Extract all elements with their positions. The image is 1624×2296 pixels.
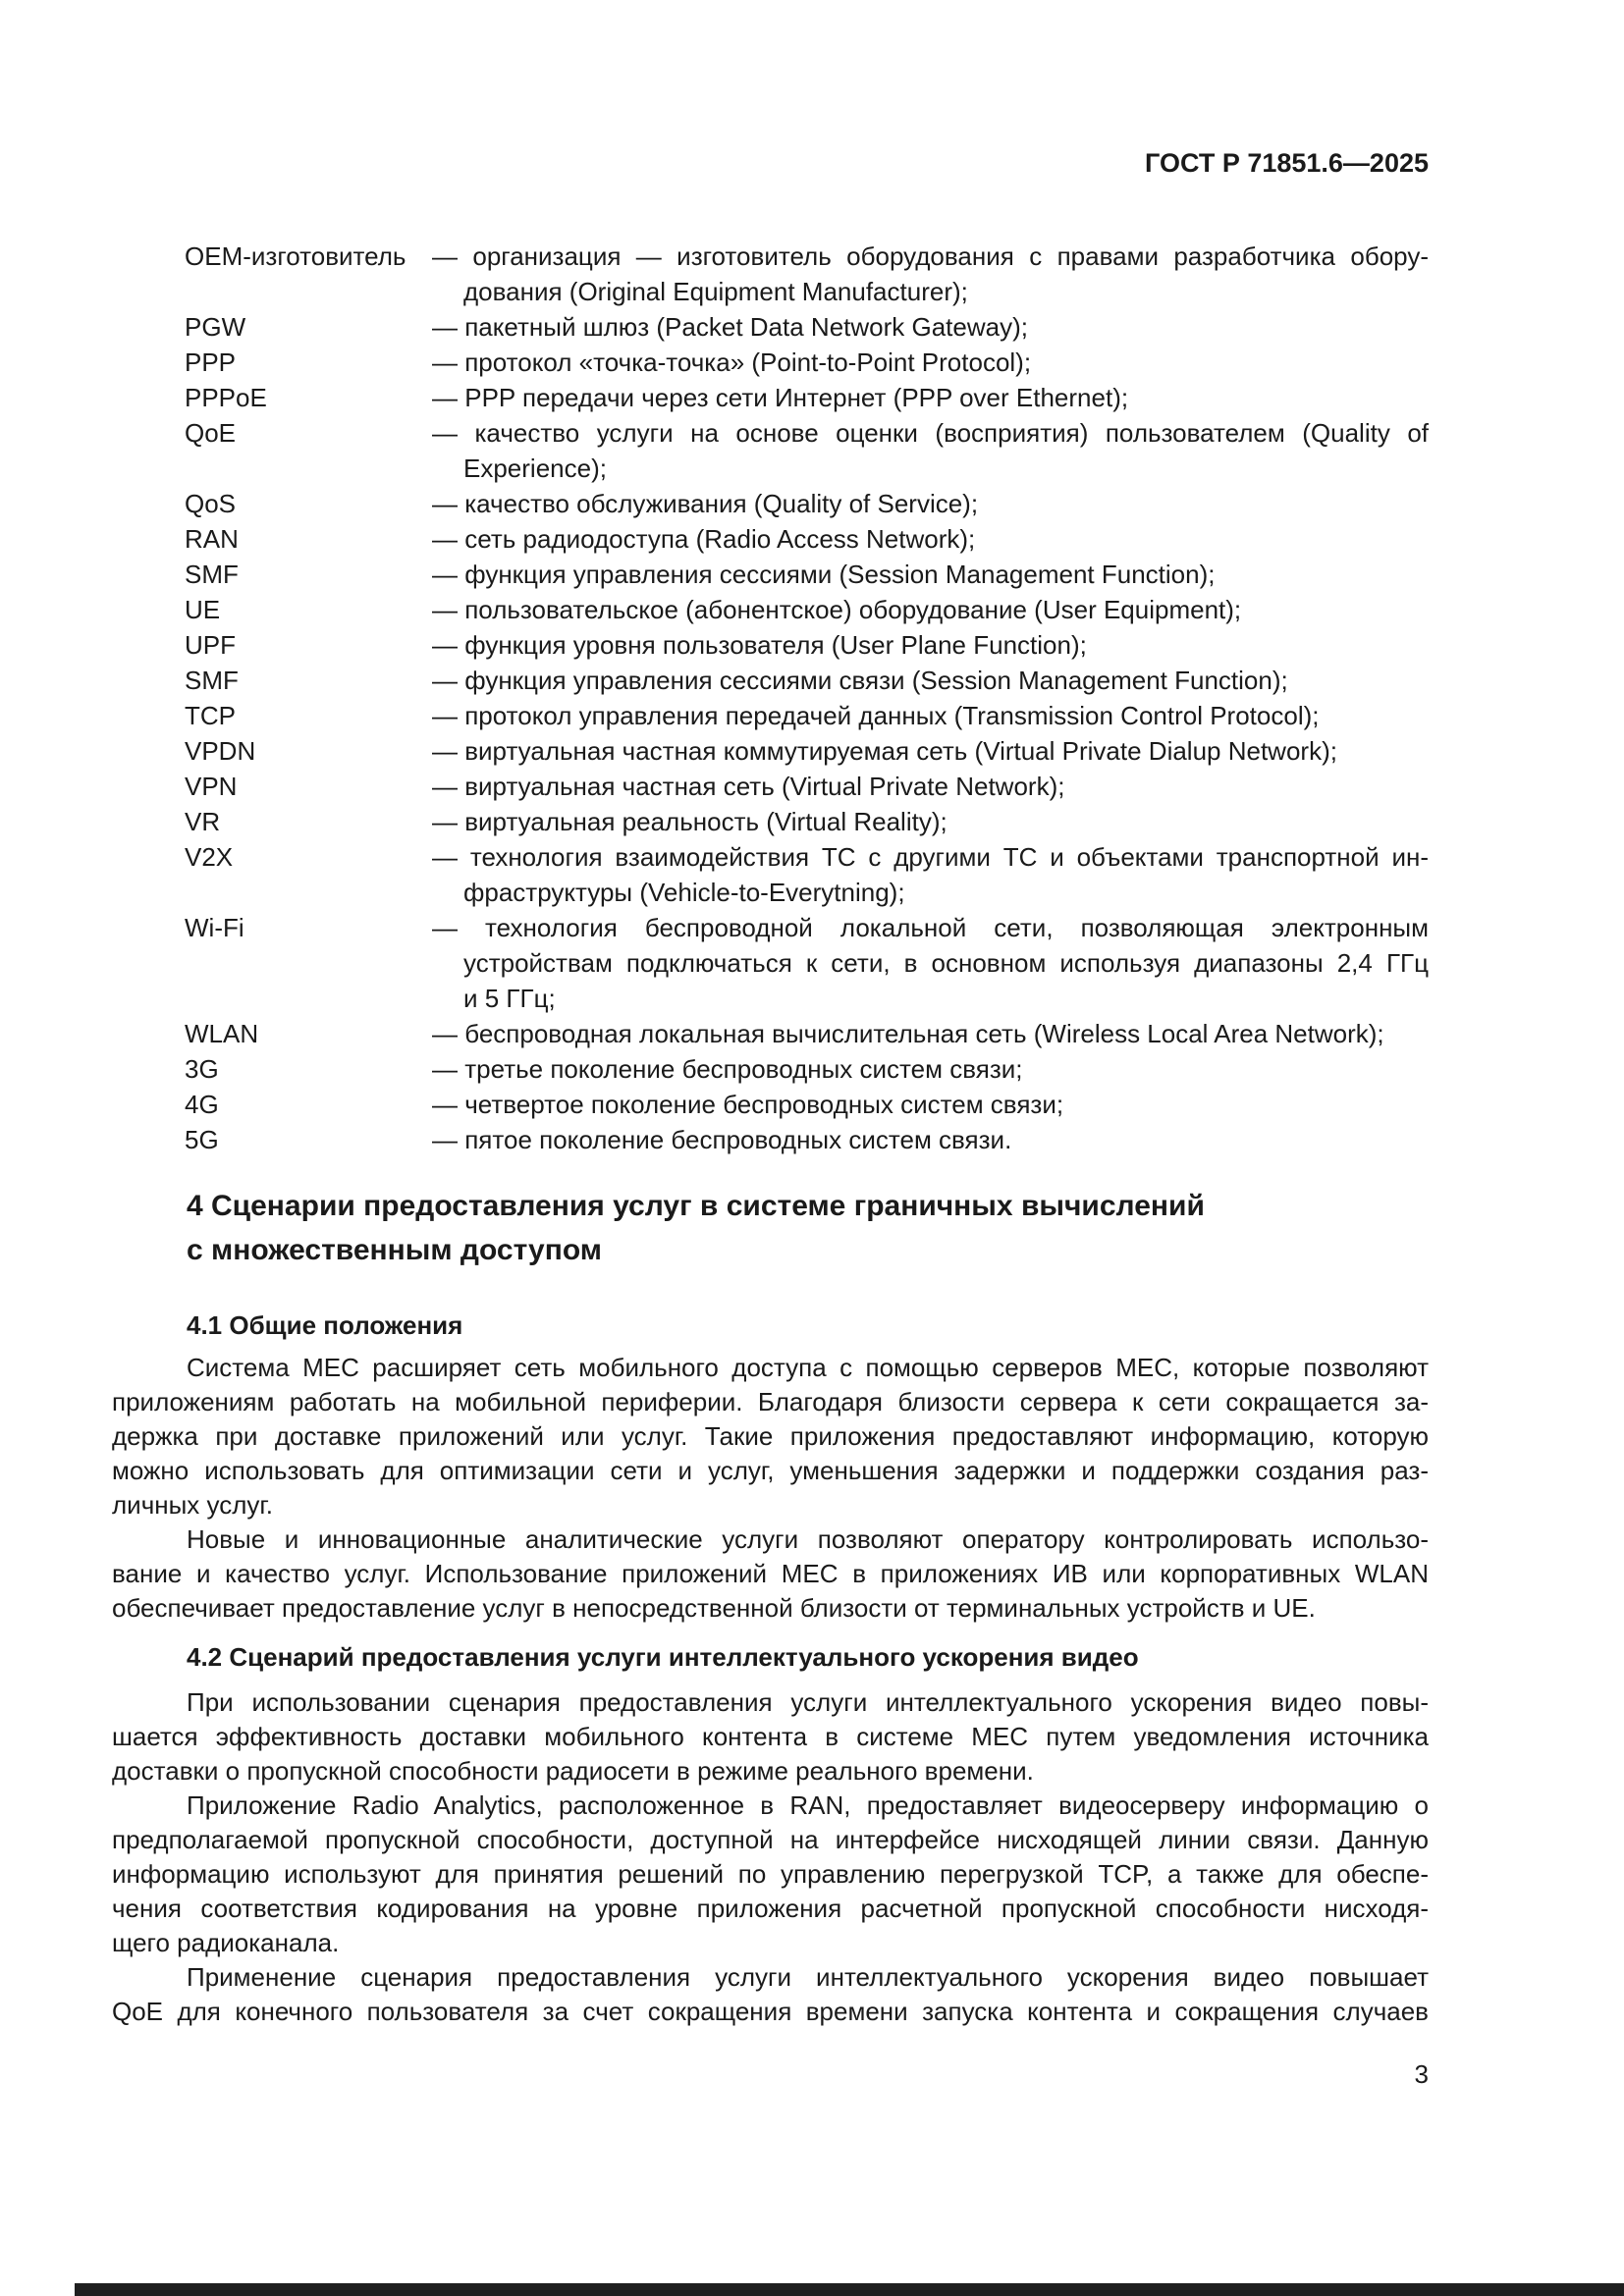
abbreviation-term: PPPoE bbox=[185, 383, 267, 412]
abbreviation-definition-line: — функция уровня пользователя (User Plane Function); bbox=[432, 630, 1087, 660]
abbreviation-definition-line: — функция управления сессиями связи (Session Management Function); bbox=[432, 666, 1288, 695]
abbreviation-definition-line: — протокол «точка-точка» (Point-to-Point Protocol); bbox=[432, 347, 1032, 377]
abbreviation-term: SMF bbox=[185, 560, 239, 589]
abbreviations-list bbox=[185, 239, 1429, 1157]
abbreviation-definition-line: — пятое поколение беспроводных систем связи. bbox=[432, 1125, 1012, 1154]
abbreviation-row bbox=[185, 1051, 1429, 1087]
section-4-heading-line-2: с множественным доступом bbox=[187, 1234, 602, 1266]
abbreviation-definition bbox=[432, 1122, 1429, 1157]
abbreviation-definition bbox=[432, 804, 1429, 839]
abbreviation-row bbox=[185, 557, 1429, 592]
abbreviation-term: 3G bbox=[185, 1054, 219, 1084]
paragraph-line: личных услуг. bbox=[112, 1490, 273, 1520]
paragraph-line: шается эффективность доставки мобильного контента в системе MEC путем уведомления источника bbox=[112, 1722, 1429, 1751]
scan-artifact-bar bbox=[75, 2283, 1624, 2296]
paragraph-line: обеспечивает предоставление услуг в непосредственной близости от терминальных устройств и UE. bbox=[112, 1593, 1316, 1623]
abbreviation-definition-line: дования (Original Equipment Manufacturer); bbox=[463, 277, 968, 306]
paragraph-line: Система MEC расширяет сеть мобильного доступа с помощью серверов MEC, которые позволяют bbox=[187, 1353, 1429, 1382]
abbreviation-definition bbox=[432, 345, 1429, 380]
abbreviation-definition-line: — качество услуги на основе оценки (восприятия) пользователем (Quality of bbox=[432, 418, 1429, 448]
paragraph-line: Применение сценария предоставления услуги интеллектуального ускорения видео повышает bbox=[187, 1962, 1429, 1992]
paragraph-line: предполагаемой пропускной способности, доступной на интерфейсе нисходящей линии связи. Данную bbox=[112, 1825, 1429, 1854]
abbreviation-term: TCP bbox=[185, 701, 236, 730]
abbreviation-term: UPF bbox=[185, 630, 236, 660]
abbreviation-definition-line: — третье поколение беспроводных систем связи; bbox=[432, 1054, 1023, 1084]
abbreviation-term: Wi-Fi bbox=[185, 913, 244, 942]
abbreviation-term: ОЕМ-изготовитель bbox=[185, 241, 406, 271]
section-4-2-heading: 4.2 Сценарий предоставления услуги интеллектуального ускорения видео bbox=[187, 1642, 1139, 1672]
abbreviation-definition-line: Experience); bbox=[463, 454, 607, 483]
abbreviation-term: 4G bbox=[185, 1090, 219, 1119]
abbreviation-definition bbox=[432, 592, 1429, 627]
abbreviation-definition-line: фраструктуры (Vehicle-to-Everytning); bbox=[463, 878, 905, 907]
abbreviation-definition bbox=[432, 415, 1429, 486]
abbreviation-definition bbox=[432, 557, 1429, 592]
paragraph-line: доставки о пропускной способности радиосети в режиме реального времени. bbox=[112, 1756, 1034, 1786]
abbreviation-definition-line: и 5 ГГц; bbox=[463, 984, 556, 1013]
abbreviation-row bbox=[185, 733, 1429, 769]
abbreviation-definition-line: — организация — изготовитель оборудования с правами разработчика обору- bbox=[432, 241, 1429, 271]
abbreviation-definition bbox=[432, 1016, 1429, 1051]
abbreviation-row bbox=[185, 910, 1429, 1016]
paragraph-line: Новые и инновационные аналитические услуги позволяют оператору контролировать использо- bbox=[187, 1524, 1429, 1554]
abbreviation-definition bbox=[432, 698, 1429, 733]
section-4-1-heading: 4.1 Общие положения bbox=[187, 1310, 463, 1340]
section-4-heading-line-1: 4 Сценарии предоставления услуг в системе граничных вычислений bbox=[187, 1190, 1205, 1222]
abbreviation-definition bbox=[432, 733, 1429, 769]
abbreviation-definition bbox=[432, 521, 1429, 557]
abbreviation-term: PPP bbox=[185, 347, 237, 377]
abbreviation-definition-line: — виртуальная частная сеть (Virtual Private Network); bbox=[432, 772, 1065, 801]
abbreviation-definition-line: — протокол управления передачей данных (Transmission Control Protocol); bbox=[432, 701, 1320, 730]
abbreviation-row bbox=[185, 239, 1429, 309]
abbreviation-row bbox=[185, 380, 1429, 415]
abbreviation-row bbox=[185, 1016, 1429, 1051]
abbreviation-definition-line: — виртуальная частная коммутируемая сеть (Virtual Private Dialup Network); bbox=[432, 736, 1337, 766]
abbreviation-definition bbox=[432, 769, 1429, 804]
abbreviation-row bbox=[185, 1087, 1429, 1122]
abbreviation-row bbox=[185, 309, 1429, 345]
abbreviation-definition bbox=[432, 309, 1429, 345]
paragraph-line: информацию используют для принятия решений по управлению перегрузкой TCP, а также для обеспе- bbox=[112, 1859, 1429, 1889]
abbreviation-definition bbox=[432, 910, 1429, 1016]
paragraph-line: щего радиоканала. bbox=[112, 1928, 340, 1957]
abbreviation-row bbox=[185, 663, 1429, 698]
abbreviation-row bbox=[185, 521, 1429, 557]
paragraph-line: Приложение Radio Analytics, расположенное в RAN, предоставляет видеосерверу информацию о bbox=[187, 1790, 1429, 1820]
abbreviation-term: WLAN bbox=[185, 1019, 259, 1048]
abbreviation-row bbox=[185, 698, 1429, 733]
abbreviation-definition bbox=[432, 627, 1429, 663]
paragraph bbox=[112, 1351, 1429, 1522]
abbreviation-term: RAN bbox=[185, 524, 239, 554]
section-4-1-paragraphs bbox=[112, 1351, 1429, 1626]
section-4-heading bbox=[187, 1184, 1467, 1272]
abbreviation-row bbox=[185, 769, 1429, 804]
abbreviation-definition-line: — четвертое поколение беспроводных систем связи; bbox=[432, 1090, 1064, 1119]
paragraph bbox=[112, 1789, 1429, 1960]
abbreviation-term: PGW bbox=[185, 312, 246, 342]
paragraph-line: чения соответствия кодирования на уровне приложения расчетной пропускной способности нисходя- bbox=[112, 1894, 1429, 1923]
paragraph bbox=[112, 1685, 1429, 1789]
paragraph-line: При использовании сценария предоставления услуги интеллектуального ускорения видео повы- bbox=[187, 1687, 1429, 1717]
abbreviation-term: V2X bbox=[185, 842, 234, 872]
abbreviation-definition bbox=[432, 239, 1429, 309]
abbreviation-term: VPN bbox=[185, 772, 238, 801]
abbreviation-definition bbox=[432, 486, 1429, 521]
paragraph bbox=[112, 1960, 1429, 2029]
abbreviation-row bbox=[185, 345, 1429, 380]
abbreviation-definition bbox=[432, 663, 1429, 698]
abbreviation-definition-line: — качество обслуживания (Quality of Service); bbox=[432, 489, 979, 518]
abbreviation-definition-line: — сеть радиодоступа (Radio Access Network); bbox=[432, 524, 976, 554]
abbreviation-row bbox=[185, 1122, 1429, 1157]
abbreviation-definition-line: — беспроводная локальная вычислительная сеть (Wireless Local Area Network); bbox=[432, 1019, 1384, 1048]
abbreviation-definition-line: — пакетный шлюз (Packet Data Network Gateway); bbox=[432, 312, 1028, 342]
paragraph-line: QoE для конечного пользователя за счет сокращения времени запуска контента и сокращения случаев bbox=[112, 1997, 1429, 2026]
abbreviation-definition-line: — функция управления сессиями (Session Management Function); bbox=[432, 560, 1216, 589]
abbreviation-term: VPDN bbox=[185, 736, 256, 766]
abbreviation-definition bbox=[432, 1087, 1429, 1122]
abbreviation-definition bbox=[432, 1051, 1429, 1087]
abbreviation-row bbox=[185, 627, 1429, 663]
abbreviation-row bbox=[185, 486, 1429, 521]
paragraph-line: можно использовать для оптимизации сети и услуг, уменьшения задержки и поддержки создания раз- bbox=[112, 1456, 1429, 1485]
abbreviation-definition-line: устройствам подключаться к сети, в основном используя диапазоны 2,4 ГГц bbox=[463, 948, 1429, 978]
paragraph-line: вание и качество услуг. Использование приложений MEC в приложениях ИВ или корпоративных WLAN bbox=[112, 1559, 1429, 1588]
abbreviation-term: QoE bbox=[185, 418, 237, 448]
abbreviation-term: 5G bbox=[185, 1125, 219, 1154]
abbreviation-row bbox=[185, 592, 1429, 627]
paragraph bbox=[112, 1522, 1429, 1626]
abbreviation-definition-line: — технология беспроводной локальной сети, позволяющая электронным bbox=[432, 913, 1429, 942]
abbreviation-definition bbox=[432, 839, 1429, 910]
abbreviation-row bbox=[185, 839, 1429, 910]
abbreviation-term: SMF bbox=[185, 666, 239, 695]
abbreviation-term: VR bbox=[185, 807, 221, 836]
abbreviation-definition-line: — пользовательское (абонентское) оборудование (User Equipment); bbox=[432, 595, 1242, 624]
abbreviation-definition-line: — технология взаимодействия ТС с другими ТС и объектами транспортной ин- bbox=[432, 842, 1429, 872]
abbreviation-definition bbox=[432, 380, 1429, 415]
abbreviation-term: UE bbox=[185, 595, 221, 624]
abbreviation-row bbox=[185, 415, 1429, 486]
abbreviation-definition-line: — виртуальная реальность (Virtual Reality); bbox=[432, 807, 947, 836]
paragraph-line: приложениям работать на мобильной периферии. Благодаря близости сервера к сети сокращается за- bbox=[112, 1387, 1429, 1416]
section-4-2-paragraphs bbox=[112, 1685, 1429, 2029]
abbreviation-definition-line: — PPP передачи через сети Интернет (PPP over Ethernet); bbox=[432, 383, 1129, 412]
abbreviation-row bbox=[185, 804, 1429, 839]
abbreviation-term: QoS bbox=[185, 489, 237, 518]
page-number: 3 bbox=[1414, 2059, 1429, 2089]
document-code-header: ГОСТ Р 71851.6—2025 bbox=[1145, 148, 1429, 178]
paragraph-line: держка при доставке приложений или услуг. Такие приложения предоставляют информацию, которую bbox=[112, 1421, 1429, 1451]
